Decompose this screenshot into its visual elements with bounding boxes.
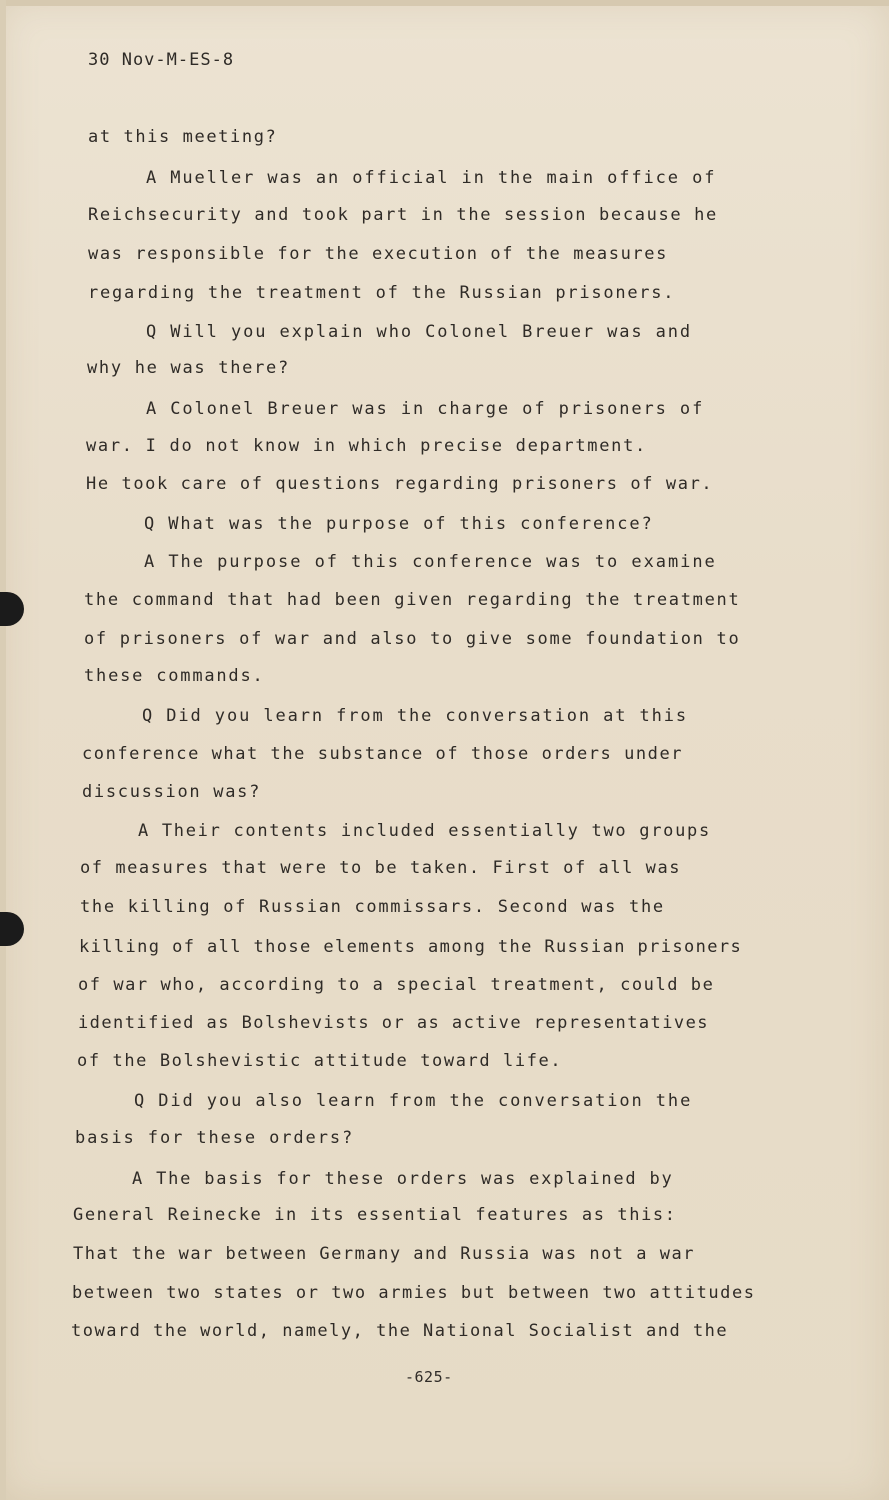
text-line: A The purpose of this conference was to examine [144,552,717,572]
text-line: these commands. [84,666,265,686]
punch-hole-lower [0,912,24,946]
page-left-edge [0,0,6,1500]
text-line: General Reinecke in its essential features as this: [73,1205,677,1225]
text-line: A Their contents included essentially two groups [138,821,711,841]
text-line: Q What was the purpose of this conference? [144,514,654,534]
text-line: Q Did you learn from the conversation at this [142,706,689,726]
text-line: toward the world, namely, the National Socialist and the [71,1321,729,1341]
text-line: A Colonel Breuer was in charge of prisoners of [146,399,705,419]
text-line: the killing of Russian commissars. Second was the [80,897,665,917]
text-line: of the Bolshevistic attitude toward life. [77,1051,563,1071]
text-line: identified as Bolshevists or as active representatives [78,1013,709,1033]
text-line: That the war between Germany and Russia was not a war [73,1244,695,1264]
text-line: conference what the substance of those orders under [82,744,684,764]
text-line: of war who, according to a special treatment, could be [78,975,715,995]
page-number: -625- [405,1368,453,1386]
text-line: He took care of questions regarding prisoners of war. [86,474,714,494]
text-line: of measures that were to be taken. First of all was [80,858,682,878]
punch-hole-upper [0,592,24,626]
page-top-edge [0,0,889,6]
text-line: why he was there? [87,358,290,378]
page-header: 30 Nov-M-ES-8 [88,50,235,70]
text-line: of prisoners of war and also to give some foundation to [84,629,741,649]
text-line: A Mueller was an official in the main office of [146,168,717,188]
text-line: at this meeting? [88,127,278,147]
text-line: war. I do not know in which precise department. [86,436,647,456]
text-line: Q Will you explain who Colonel Breuer was and [146,322,693,342]
text-line: Q Did you also learn from the conversation the [134,1091,693,1111]
text-line: regarding the treatment of the Russian prisoners. [88,283,676,303]
text-line: Reichsecurity and took part in the session because he [88,205,718,225]
text-line: discussion was? [82,782,262,802]
text-line: was responsible for the execution of the measures [88,244,668,264]
text-line: basis for these orders? [75,1128,355,1148]
text-line: killing of all those elements among the Russian prisoners [79,937,743,957]
text-line: A The basis for these orders was explained by [132,1169,674,1189]
text-line: between two states or two armies but between two attitudes [72,1283,756,1303]
text-line: the command that had been given regarding the treatment [84,590,741,610]
